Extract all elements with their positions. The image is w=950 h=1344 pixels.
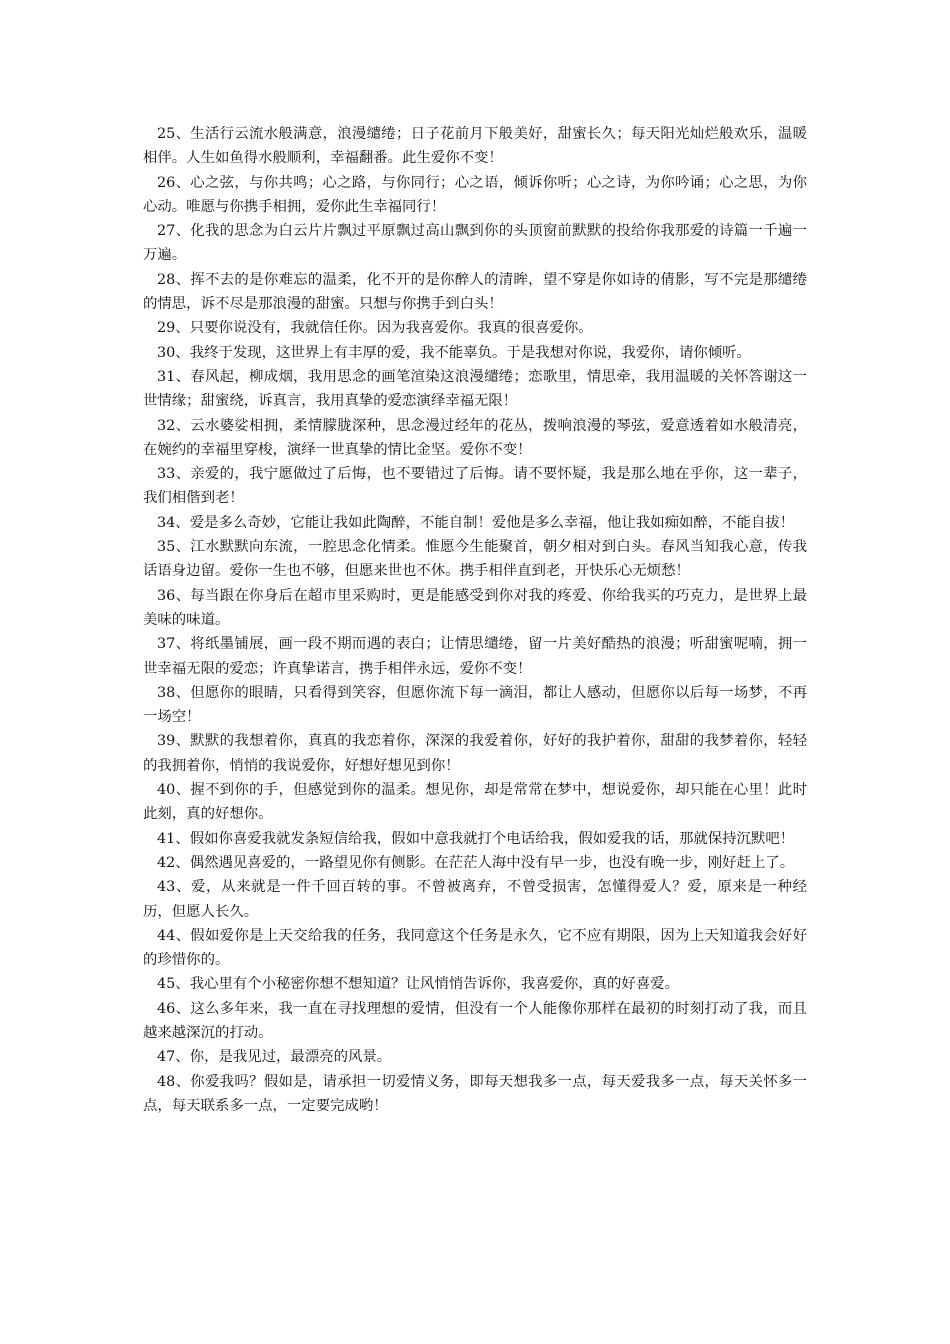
paragraph-48: 48、你爱我吗？假如是，请承担一切爱情义务，即每天想我多一点，每天爱我多一点，每天关怀多一点，每天联系多一点，一定要完成哟！ bbox=[143, 1073, 807, 1114]
paragraph-47: 47、你，是我见过，最漂亮的风景。 bbox=[157, 1049, 392, 1066]
paragraph-45: 45、我心里有个小秘密你想不想知道？让风悄悄告诉你，我喜爱你，真的好喜爱。 bbox=[157, 976, 679, 993]
paragraph-37: 37、将纸墨铺展，画一段不期而遇的表白；让情思缱绻，留一片美好酷热的浪漫；听甜蜜呢喃，拥一世幸福无限的爱恋；许真挚诺言，携手相伴永远，爱你不变！ bbox=[143, 636, 807, 677]
paragraph-44: 44、假如爱你是上天交给我的任务，我同意这个任务是永久，它不应有期限，因为上天知道我会好好的珍惜你的。 bbox=[143, 927, 807, 969]
paragraph-28: 28、挥不去的是你难忘的温柔，化不开的是你醉人的清眸，望不穿是你如诗的倩影，写不完是那缱绻的情思，诉不尽是那浪漫的甜蜜。只想与你携手到白头！ bbox=[143, 271, 807, 313]
paragraph-25: 25、生活行云流水般满意，浪漫缱绻；日子花前月下般美好，甜蜜长久；每天阳光灿烂般欢乐，温暖相伴。人生如鱼得水般顺利，幸福翻番。此生爱你不变！ bbox=[143, 126, 807, 167]
paragraph-33: 33、亲爱的，我宁愿做过了后悔，也不要错过了后悔。请不要怀疑，我是那么地在乎你，这一辈子，我们相偕到老！ bbox=[143, 466, 807, 507]
paragraph-35: 35、江水默默向东流，一腔思念化情柔。惟愿今生能聚首，朝夕相对到白头。春风当知我心意，传我话语身边留。爱你一生也不够，但愿来世也不休。携手相伴直到老，开快乐心无烦愁！ bbox=[143, 539, 807, 580]
paragraph-27: 27、化我的思念为白云片片飘过平原飘过高山飘到你的头顶窗前默默的投给你我那爱的诗篇一千遍一万遍。 bbox=[143, 223, 807, 264]
paragraph-41: 41、假如你喜爱我就发条短信给我，假如中意我就打个电话给我，假如爱我的话，那就保持沉默吧！ bbox=[157, 830, 795, 847]
paragraph-29: 29、只要你说没有，我就信任你。因为我喜爱你。我真的很喜爱你。 bbox=[157, 320, 593, 337]
paragraph-39: 39、默默的我想着你，真真的我恋着你，深深的我爱着你，好好的我护着你，甜甜的我梦着你，轻轻的我拥着你，悄悄的我说爱你，好想好想见到你！ bbox=[143, 733, 807, 774]
paragraph-26: 26、心之弦，与你共鸣；心之路，与你同行；心之语，倾诉你听；心之诗，为你吟诵；心之思，为你心动。唯愿与你携手相拥，爱你此生幸福同行！ bbox=[143, 174, 807, 215]
paragraph-30: 30、我终于发现，这世界上有丰厚的爱，我不能辜负。于是我想对你说，我爱你，请你倾听。 bbox=[157, 344, 751, 361]
paragraph-43: 43、爱，从来就是一件千回百转的事。不曾被离弃，不曾受损害，怎懂得爱人？爱，原来是一种经历，但愿人长久。 bbox=[143, 879, 807, 920]
paragraph-42: 42、偶然遇见喜爱的，一路望见你有侧影。在茫茫人海中没有早一步，也没有晚一步，刚好赶上了。 bbox=[157, 854, 795, 871]
paragraph-31: 31、春风起，柳成烟，我用思念的画笔渲染这浪漫缱绻；恋歌里，情思牵，我用温暖的关怀答谢这一世情缘；甜蜜绕，诉真言，我用真挚的爱恋演绎幸福无限！ bbox=[143, 368, 807, 410]
document-body bbox=[143, 122, 807, 1118]
paragraph-36: 36、每当跟在你身后在超市里采购时，更是能感受到你对我的疼爱、你给我买的巧克力，是世界上最美味的味道。 bbox=[143, 587, 807, 628]
paragraph-38: 38、但愿你的眼睛，只看得到笑容，但愿你流下每一滴泪，都让人感动，但愿你以后每一场梦，不再一场空！ bbox=[143, 684, 807, 726]
paragraph-40: 40、握不到你的手，但感觉到你的温柔。想见你，却是常常在梦中，想说爱你，却只能在心里！此时此刻，真的好想你。 bbox=[143, 782, 807, 823]
paragraph-32: 32、云水婆娑相拥，柔情朦胧深种，思念漫过经年的花丛，拨响浪漫的琴弦，爱意透着如水般清亮，在婉约的幸福里穿梭，演绎一世真挚的情比金坚。爱你不变！ bbox=[143, 417, 807, 458]
paragraph-46: 46、这么多年来，我一直在寻找理想的爱情，但没有一个人能像你那样在最初的时刻打动了我，而且越来越深沉的打动。 bbox=[143, 1000, 807, 1041]
paragraph-34: 34、爱是多么奇妙，它能让我如此陶醉，不能自制！爱他是多么幸福，他让我如痴如醉，不能自拔！ bbox=[157, 514, 795, 531]
